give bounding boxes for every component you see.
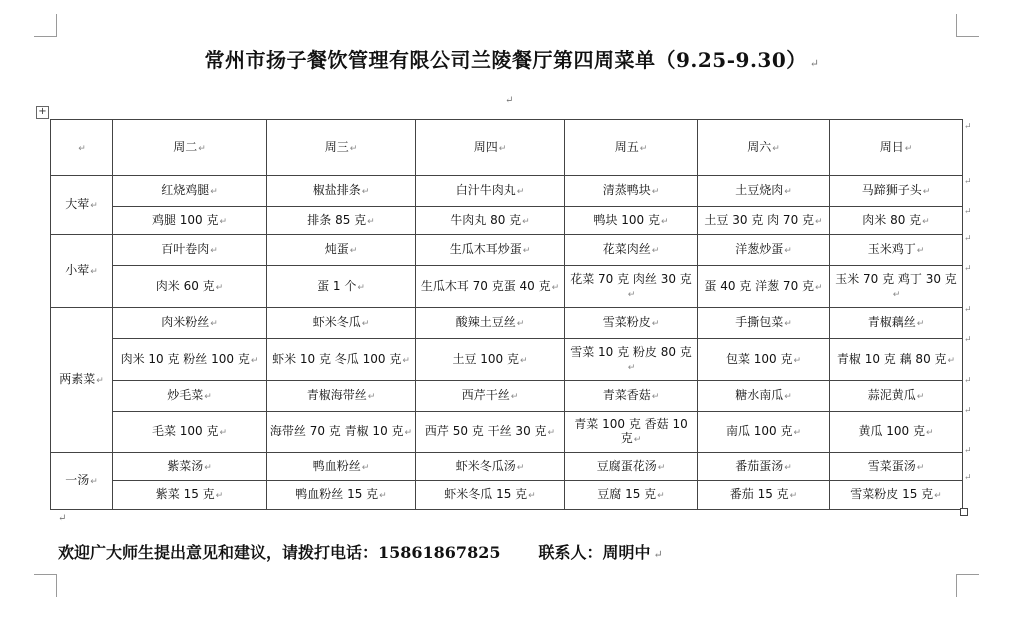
- cell-end-mark-icon: ↵: [522, 216, 530, 227]
- dish-quantity-text: 黄瓜 100 克: [858, 424, 925, 438]
- category-label: [51, 453, 113, 510]
- cell-end-mark-icon: ↵: [627, 289, 636, 300]
- row-end-mark-icon: ↵: [964, 234, 972, 244]
- category-label-text: 两素菜: [59, 372, 96, 386]
- cell-end-mark-icon: ↵: [210, 319, 218, 329]
- dish-name: [830, 453, 963, 481]
- cell-end-mark-icon: ↵: [916, 392, 925, 402]
- dish-name: [267, 453, 416, 481]
- cell-end-mark-icon: ↵: [349, 143, 358, 154]
- category-label: [51, 235, 113, 308]
- table-row: [51, 481, 963, 510]
- dish-quantity: [416, 207, 565, 235]
- row-end-mark-icon: ↵: [964, 473, 972, 483]
- dish-quantity-text: 雪菜 10 克 粉皮 80 克: [570, 344, 692, 359]
- dish-name-text: 雪菜粉皮: [602, 315, 651, 329]
- cell-end-mark-icon: ↵: [198, 143, 206, 154]
- cell-end-mark-icon: ↵: [404, 428, 413, 438]
- dish-name: [267, 308, 416, 339]
- dish-quantity-text: 蛋 1 个: [317, 278, 357, 293]
- paragraph-mark-icon: ↵: [809, 57, 820, 70]
- dish-quantity-text: 南瓜 100 克: [725, 424, 793, 438]
- row-end-marks: [964, 122, 972, 509]
- dish-quantity: [267, 339, 416, 381]
- table-row: [51, 381, 963, 412]
- dish-quantity-text: 土豆 30 克 肉 70 克: [704, 212, 815, 227]
- crop-mark-bottom-left: [34, 574, 57, 597]
- cell-end-mark-icon: ↵: [784, 462, 792, 473]
- day-header: [698, 120, 830, 176]
- dish-quantity: [267, 207, 416, 235]
- cell-end-mark-icon: ↵: [516, 187, 525, 197]
- cell-end-mark-icon: ↵: [651, 319, 660, 329]
- crop-mark-bottom-right: [956, 574, 979, 597]
- dish-quantity-text: 包菜 100 克: [725, 351, 793, 366]
- dish-quantity-text: 青菜 100 克 香菇 10 克: [574, 417, 688, 445]
- dish-name: [565, 176, 698, 207]
- dish-quantity-text: 海带丝 70 克 青椒 10 克: [269, 424, 404, 438]
- cell-end-mark-icon: ↵: [772, 143, 780, 154]
- dish-quantity-text: 番茄 15 克: [729, 487, 789, 501]
- day-header: [113, 120, 267, 176]
- day-header: [830, 120, 963, 176]
- dish-name: [698, 308, 830, 339]
- dish-quantity: [267, 412, 416, 453]
- cell-end-mark-icon: ↵: [892, 289, 901, 300]
- crop-mark-top-right: [956, 14, 979, 37]
- dish-quantity: [565, 339, 698, 381]
- cell-end-mark-icon: ↵: [379, 491, 387, 501]
- day-header-text: 周日: [879, 139, 904, 154]
- dish-name-text: 青椒海带丝: [306, 388, 367, 402]
- dish-quantity-text: 紫菜 15 克: [155, 487, 215, 501]
- dish-quantity-text: 玉米 70 克 鸡丁 30 克: [835, 271, 957, 286]
- row-end-mark-icon: ↵: [964, 207, 972, 217]
- dish-quantity: [830, 481, 963, 510]
- cell-end-mark-icon: ↵: [90, 477, 98, 487]
- category-label-text: 一汤: [65, 473, 90, 487]
- cell-end-mark-icon: ↵: [522, 246, 531, 256]
- dish-name-text: 青菜香菇: [602, 388, 651, 402]
- dish-quantity-text: 鸭血粉丝 15 克: [295, 487, 379, 501]
- dish-name-text: 百叶卷肉: [161, 242, 210, 256]
- dish-name: [565, 453, 698, 481]
- footer-text: 欢迎广大师生提出意见和建议，请拨打电话：15861867825: [58, 543, 501, 562]
- dish-quantity: [698, 266, 830, 308]
- dish-quantity-text: 生瓜木耳 70 克蛋 40 克: [420, 278, 551, 293]
- footer-contact-person: 联系人：周明中: [538, 543, 651, 562]
- table-row: [51, 266, 963, 308]
- dish-name-text: 虾米冬瓜汤: [455, 458, 516, 473]
- dish-name: [830, 308, 963, 339]
- cell-end-mark-icon: ↵: [916, 462, 925, 473]
- dish-name: [267, 176, 416, 207]
- paragraph-mark-icon: ↵: [505, 95, 514, 106]
- dish-name-text: 紫菜汤: [167, 458, 204, 473]
- cell-end-mark-icon: ↵: [367, 392, 376, 402]
- cell-end-mark-icon: ↵: [516, 319, 525, 329]
- dish-quantity: [416, 339, 565, 381]
- dish-name: [698, 381, 830, 412]
- category-label: [51, 308, 113, 453]
- dish-quantity: [698, 481, 830, 510]
- cell-end-mark-icon: ↵: [210, 187, 218, 197]
- cell-end-mark-icon: ↵: [528, 491, 536, 501]
- table-row: [51, 176, 963, 207]
- dish-quantity: [565, 266, 698, 308]
- cell-end-mark-icon: ↵: [916, 246, 925, 256]
- cell-end-mark-icon: ↵: [250, 355, 259, 366]
- day-header: [565, 120, 698, 176]
- cell-end-mark-icon: ↵: [639, 143, 648, 154]
- dish-name-text: 豆腐蛋花汤: [596, 458, 657, 473]
- dish-name: [113, 308, 267, 339]
- cell-end-mark-icon: ↵: [219, 428, 228, 438]
- dish-name-text: 炖蛋: [324, 242, 349, 256]
- dish-quantity: [830, 266, 963, 308]
- dish-quantity: [698, 339, 830, 381]
- dish-name-text: 雪菜蛋汤: [867, 458, 916, 473]
- dish-name: [267, 381, 416, 412]
- cell-end-mark-icon: ↵: [357, 282, 365, 293]
- dish-quantity-text: 豆腐 15 克: [597, 487, 657, 501]
- day-header-text: 周三: [324, 139, 349, 154]
- dish-name-text: 青椒藕丝: [867, 315, 916, 329]
- dish-name: [267, 235, 416, 266]
- dish-name: [698, 453, 830, 481]
- dish-quantity-text: 肉米 80 克: [862, 212, 922, 227]
- cell-end-mark-icon: ↵: [402, 355, 410, 366]
- dish-name-text: 番茄蛋汤: [735, 458, 784, 473]
- dish-name-text: 蒜泥黄瓜: [867, 388, 916, 402]
- cell-end-mark-icon: ↵: [793, 355, 802, 366]
- dish-name: [113, 453, 267, 481]
- dish-name: [565, 308, 698, 339]
- dish-quantity: [416, 481, 565, 510]
- row-end-mark-icon: ↵: [964, 446, 972, 456]
- cell-end-mark-icon: ↵: [651, 246, 660, 256]
- dish-quantity-text: 肉米 10 克 粉丝 100 克: [120, 351, 250, 366]
- menu-table: [50, 119, 963, 510]
- dish-quantity: [565, 412, 698, 453]
- cell-end-mark-icon: ↵: [361, 462, 370, 473]
- cell-end-mark-icon: ↵: [916, 319, 925, 329]
- cell-end-mark-icon: ↵: [651, 392, 660, 402]
- cell-end-mark-icon: ↵: [204, 462, 212, 473]
- cell-end-mark-icon: ↵: [367, 216, 375, 227]
- dish-name-text: 玉米鸡丁: [867, 242, 916, 256]
- dish-quantity: [830, 207, 963, 235]
- dish-name: [830, 176, 963, 207]
- cell-end-mark-icon: ↵: [510, 392, 519, 402]
- cell-end-mark-icon: ↵: [784, 392, 792, 402]
- table-row: [51, 412, 963, 453]
- dish-name: [698, 176, 830, 207]
- cell-end-mark-icon: ↵: [784, 319, 792, 329]
- dish-name: [565, 381, 698, 412]
- row-end-mark-icon: ↵: [964, 305, 972, 315]
- cell-end-mark-icon: ↵: [210, 246, 218, 256]
- paragraph-mark-icon: ↵: [58, 513, 67, 524]
- dish-quantity: [113, 481, 267, 510]
- dish-quantity: [698, 207, 830, 235]
- row-end-mark-icon: ↵: [964, 177, 972, 187]
- cell-end-mark-icon: ↵: [815, 216, 823, 227]
- category-label: [51, 176, 113, 235]
- dish-quantity-text: 肉米 60 克: [155, 278, 215, 293]
- dish-name-text: 炒毛菜: [167, 388, 204, 402]
- dish-quantity-text: 土豆 100 克: [452, 351, 519, 366]
- cell-end-mark-icon: ↵: [90, 267, 98, 277]
- dish-name-text: 手撕包菜: [735, 315, 784, 329]
- dish-name: [565, 235, 698, 266]
- dish-quantity-text: 牛肉丸 80 克: [450, 212, 522, 227]
- dish-name: [113, 235, 267, 266]
- dish-name: [416, 308, 565, 339]
- day-header-text: 周二: [173, 139, 198, 154]
- crop-mark-top-left: [34, 14, 57, 37]
- cell-end-mark-icon: ↵: [651, 187, 660, 197]
- dish-name-text: 马蹄狮子头: [861, 183, 922, 197]
- cell-end-mark-icon: ↵: [96, 376, 104, 386]
- cell-end-mark-icon: ↵: [215, 491, 224, 501]
- cell-end-mark-icon: ↵: [633, 435, 642, 445]
- dish-quantity-text: 雪菜粉皮 15 克: [850, 487, 934, 501]
- footer-contact: [58, 540, 663, 563]
- cell-end-mark-icon: ↵: [904, 143, 913, 154]
- dish-name: [830, 381, 963, 412]
- paragraph-mark-icon: ↵: [653, 548, 663, 561]
- dish-quantity: [565, 481, 698, 510]
- dish-quantity-text: 排条 85 克: [307, 212, 367, 227]
- cell-end-mark-icon: ↵: [661, 216, 669, 227]
- cell-end-mark-icon: ↵: [361, 187, 370, 197]
- dish-name-text: 红烧鸡腿: [161, 183, 210, 197]
- cell-end-mark-icon: ↵: [815, 282, 823, 293]
- cell-end-mark-icon: ↵: [793, 428, 802, 438]
- dish-quantity-text: 毛菜 100 克: [151, 424, 219, 438]
- table-row: [51, 339, 963, 381]
- table-move-handle-icon[interactable]: +: [36, 106, 49, 119]
- dish-quantity: [113, 412, 267, 453]
- category-label-text: 小荤: [65, 263, 90, 277]
- dish-quantity-text: 青椒 10 克 藕 80 克: [836, 351, 947, 366]
- row-end-mark-icon: ↵: [964, 264, 972, 274]
- row-end-mark-icon: ↵: [964, 406, 972, 416]
- dish-quantity: [113, 339, 267, 381]
- dish-name-text: 椒盐排条: [312, 183, 361, 197]
- cell-end-mark-icon: ↵: [627, 362, 636, 373]
- cell-end-mark-icon: ↵: [784, 187, 792, 197]
- dish-quantity-text: 蛋 40 克 洋葱 70 克: [704, 278, 815, 293]
- dish-name-text: 土豆烧肉: [735, 183, 784, 197]
- day-header: [416, 120, 565, 176]
- dish-quantity-text: 鸭块 100 克: [593, 212, 660, 227]
- dish-quantity: [698, 412, 830, 453]
- dish-quantity: [113, 207, 267, 235]
- cell-end-mark-icon: ↵: [219, 216, 228, 227]
- dish-name-text: 洋葱炒蛋: [735, 242, 784, 256]
- dish-name-text: 虾米冬瓜: [312, 315, 361, 329]
- day-header-text: 周四: [473, 139, 498, 154]
- cell-end-mark-icon: ↵: [657, 491, 665, 501]
- cell-end-mark-icon: ↵: [934, 491, 942, 501]
- cell-end-mark-icon: ↵: [90, 201, 98, 211]
- dish-name-text: 鸭血粉丝: [312, 458, 361, 473]
- day-header-text: 周六: [747, 139, 772, 154]
- dish-name-text: 肉米粉丝: [161, 315, 210, 329]
- cell-end-mark-icon: ↵: [516, 462, 525, 473]
- row-end-mark-icon: ↵: [964, 376, 972, 386]
- table-row: [51, 308, 963, 339]
- cell-end-mark-icon: ↵: [551, 282, 560, 293]
- dish-quantity-text: 鸡腿 100 克: [151, 212, 219, 227]
- dish-quantity-text: 虾米 10 克 冬瓜 100 克: [272, 351, 402, 366]
- cell-end-mark-icon: ↵: [547, 428, 556, 438]
- dish-name: [416, 176, 565, 207]
- cell-end-mark-icon: ↵: [361, 319, 370, 329]
- row-end-mark-icon: ↵: [964, 335, 972, 345]
- cell-end-mark-icon: ↵: [215, 282, 224, 293]
- cell-end-mark-icon: ↵: [947, 355, 956, 366]
- dish-name: [113, 381, 267, 412]
- dish-quantity: [416, 266, 565, 308]
- dish-quantity: [565, 207, 698, 235]
- cell-end-mark-icon: ↵: [657, 462, 666, 473]
- dish-name: [416, 235, 565, 266]
- dish-quantity: [267, 266, 416, 308]
- page-title: [0, 44, 1024, 73]
- cell-end-mark-icon: ↵: [922, 216, 930, 227]
- dish-name: [698, 235, 830, 266]
- page-title-text: 常州市扬子餐饮管理有限公司兰陵餐厅第四周菜单（9.25-9.30）: [204, 48, 807, 72]
- category-label-text: 大荤: [65, 197, 90, 211]
- table-resize-handle[interactable]: [960, 508, 968, 516]
- header-row: [51, 120, 963, 176]
- dish-name-text: 西芹干丝: [461, 388, 510, 402]
- cell-end-mark-icon: ↵: [78, 143, 86, 154]
- dish-name-text: 酸辣土豆丝: [455, 315, 516, 329]
- cell-end-mark-icon: ↵: [204, 392, 212, 402]
- table-row: [51, 453, 963, 481]
- day-header: [267, 120, 416, 176]
- table-row: [51, 207, 963, 235]
- cell-end-mark-icon: ↵: [789, 491, 798, 501]
- cell-end-mark-icon: ↵: [498, 143, 507, 154]
- dish-name: [830, 235, 963, 266]
- cell-end-mark-icon: ↵: [926, 428, 934, 438]
- dish-name-text: 糖水南瓜: [735, 388, 784, 402]
- cell-end-mark-icon: ↵: [784, 246, 792, 256]
- table-row: [51, 235, 963, 266]
- dish-quantity-text: 花菜 70 克 肉丝 30 克: [570, 271, 692, 286]
- dish-name-text: 花菜肉丝: [602, 242, 651, 256]
- dish-name-text: 白汁牛肉丸: [455, 183, 516, 197]
- dish-quantity: [113, 266, 267, 308]
- day-header-text: 周五: [614, 139, 639, 154]
- cell-end-mark-icon: ↵: [349, 246, 358, 256]
- dish-quantity: [416, 412, 565, 453]
- corner-cell: [51, 120, 113, 176]
- dish-name: [416, 453, 565, 481]
- dish-name-text: 生瓜木耳炒蛋: [449, 242, 522, 256]
- cell-end-mark-icon: ↵: [922, 187, 931, 197]
- row-end-mark-icon: ↵: [964, 122, 972, 132]
- dish-quantity-text: 虾米冬瓜 15 克: [444, 487, 528, 501]
- dish-name: [113, 176, 267, 207]
- dish-quantity: [830, 412, 963, 453]
- dish-quantity: [830, 339, 963, 381]
- dish-name: [416, 381, 565, 412]
- dish-quantity: [267, 481, 416, 510]
- cell-end-mark-icon: ↵: [520, 355, 528, 366]
- dish-name-text: 清蒸鸭块: [602, 183, 651, 197]
- dish-quantity-text: 西芹 50 克 干丝 30 克: [424, 424, 547, 438]
